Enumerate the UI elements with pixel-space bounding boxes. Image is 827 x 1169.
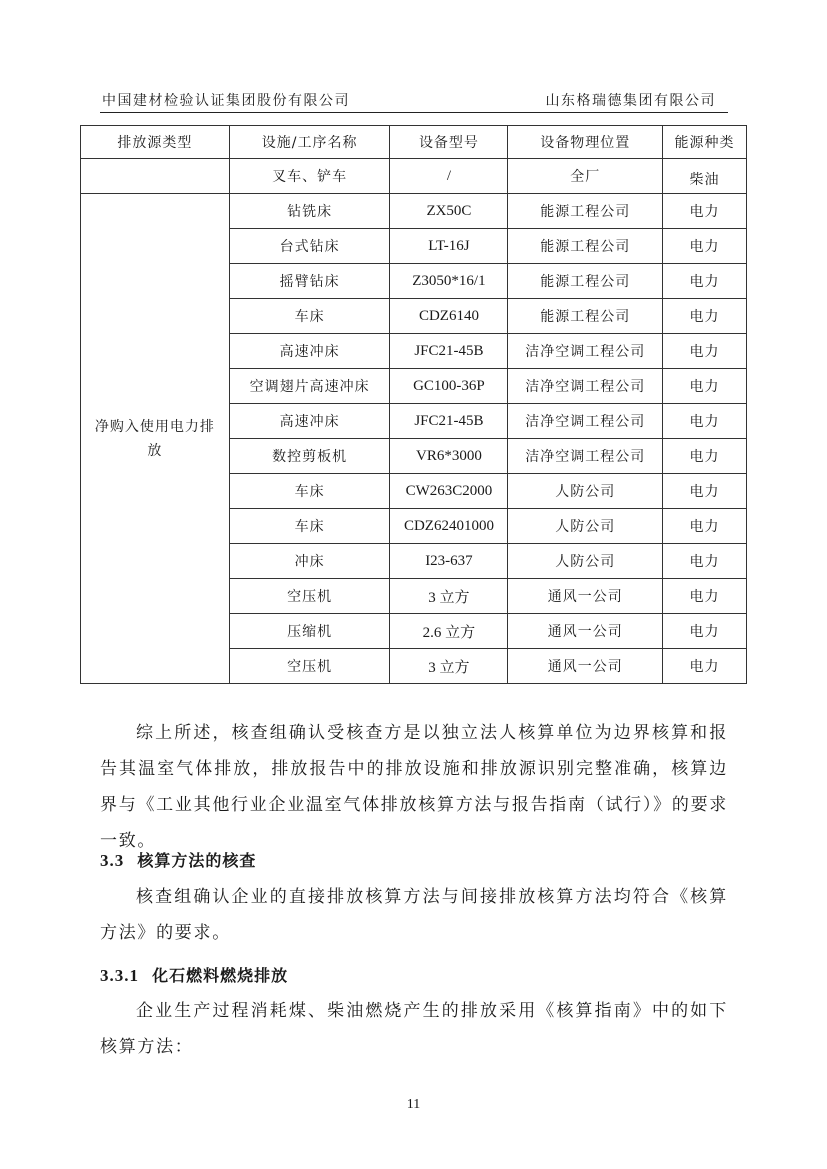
col-header: 排放源类型 [81, 126, 230, 159]
cell-model: / [390, 159, 508, 194]
cell-model: GC100-36P [390, 369, 508, 404]
cell-name: 钻铣床 [229, 194, 390, 229]
cell-energy: 柴油 [663, 159, 747, 194]
cell-name: 高速冲床 [229, 404, 390, 439]
summary-paragraph: 综上所述，核查组确认受核查方是以独立法人核算单位为边界核算和报告其温室气体排放，排放报告中的排放设施和排放源识别完整准确，核算边界与《工业其他行业企业温室气体排放核算方法与报告指南（试行）》的要求一致。 [100, 723, 728, 851]
cell-model: CW263C2000 [390, 474, 508, 509]
cell-name: 台式钻床 [229, 229, 390, 264]
cell-energy: 电力 [663, 544, 747, 579]
section-heading-3-3 [100, 848, 256, 871]
cell-location: 洁净空调工程公司 [508, 439, 663, 474]
col-header: 设备型号 [390, 126, 508, 159]
cell-energy: 电力 [663, 264, 747, 299]
cell-model: JFC21-45B [390, 334, 508, 369]
cell-model: VR6*3000 [390, 439, 508, 474]
cell-model: ZX50C [390, 194, 508, 229]
cell-name: 车床 [229, 509, 390, 544]
section-heading-3-3-1 [100, 963, 288, 986]
cell-location: 洁净空调工程公司 [508, 334, 663, 369]
page-header [100, 86, 728, 113]
table-row [81, 159, 747, 194]
cell-model: 2.6 立方 [390, 614, 508, 649]
cell-model: CDZ62401000 [390, 509, 508, 544]
cell-name: 冲床 [229, 544, 390, 579]
cell-location: 能源工程公司 [508, 194, 663, 229]
col-header: 设备物理位置 [508, 126, 663, 159]
cell-energy: 电力 [663, 299, 747, 334]
cell-name: 高速冲床 [229, 334, 390, 369]
cell-energy: 电力 [663, 649, 747, 684]
section-number: 3.3.1 [100, 966, 139, 985]
cell-energy: 电力 [663, 579, 747, 614]
cell-model: 3 立方 [390, 579, 508, 614]
cell-energy: 电力 [663, 194, 747, 229]
table-row [81, 194, 747, 229]
cell-location: 洁净空调工程公司 [508, 369, 663, 404]
header-right-company: 山东格瑞德集团有限公司 [545, 93, 716, 109]
cell-name: 压缩机 [229, 614, 390, 649]
cell-model: LT-16J [390, 229, 508, 264]
cell-model: CDZ6140 [390, 299, 508, 334]
cell-model: Z3050*16/1 [390, 264, 508, 299]
cell-energy: 电力 [663, 229, 747, 264]
cell-location: 通风一公司 [508, 579, 663, 614]
cell-energy: 电力 [663, 509, 747, 544]
cell-name: 摇臂钻床 [229, 264, 390, 299]
cell-location: 全厂 [508, 159, 663, 194]
cell-name: 空压机 [229, 579, 390, 614]
section-title: 核算方法的核查 [137, 851, 257, 870]
header-left-company: 中国建材检验认证集团股份有限公司 [102, 93, 350, 109]
cell-location: 通风一公司 [508, 614, 663, 649]
cell-name: 空压机 [229, 649, 390, 684]
col-header: 设施/工序名称 [229, 126, 390, 159]
cell-model: JFC21-45B [390, 404, 508, 439]
cell-name: 空调翅片高速冲床 [229, 369, 390, 404]
cell-location: 洁净空调工程公司 [508, 404, 663, 439]
cell-model: I23-637 [390, 544, 508, 579]
cell-name: 车床 [229, 299, 390, 334]
cell-location: 能源工程公司 [508, 229, 663, 264]
cell-location: 人防公司 [508, 509, 663, 544]
cell-group-type: 净购入使用电力排放 [81, 194, 230, 684]
cell-energy: 电力 [663, 334, 747, 369]
col-header: 能源种类 [663, 126, 747, 159]
cell-location: 能源工程公司 [508, 264, 663, 299]
cell-energy: 电力 [663, 369, 747, 404]
cell-energy: 电力 [663, 404, 747, 439]
cell-location: 通风一公司 [508, 649, 663, 684]
cell-type [81, 159, 230, 194]
section-number: 3.3 [100, 851, 125, 870]
cell-energy: 电力 [663, 614, 747, 649]
cell-name: 数控剪板机 [229, 439, 390, 474]
cell-name: 叉车、铲车 [229, 159, 390, 194]
emission-source-table [80, 125, 747, 684]
cell-name: 车床 [229, 474, 390, 509]
fuel-paragraph: 企业生产过程消耗煤、柴油燃烧产生的排放采用《核算指南》中的如下核算方法： [100, 1001, 728, 1057]
section-title: 化石燃料燃烧排放 [152, 966, 289, 985]
cell-location: 人防公司 [508, 474, 663, 509]
cell-location: 人防公司 [508, 544, 663, 579]
cell-energy: 电力 [663, 439, 747, 474]
page-number: 11 [406, 1097, 421, 1112]
cell-location: 能源工程公司 [508, 299, 663, 334]
method-paragraph: 核查组确认企业的直接排放核算方法与间接排放核算方法均符合《核算方法》的要求。 [100, 887, 728, 943]
cell-model: 3 立方 [390, 649, 508, 684]
table-header-row [81, 126, 747, 159]
cell-energy: 电力 [663, 474, 747, 509]
